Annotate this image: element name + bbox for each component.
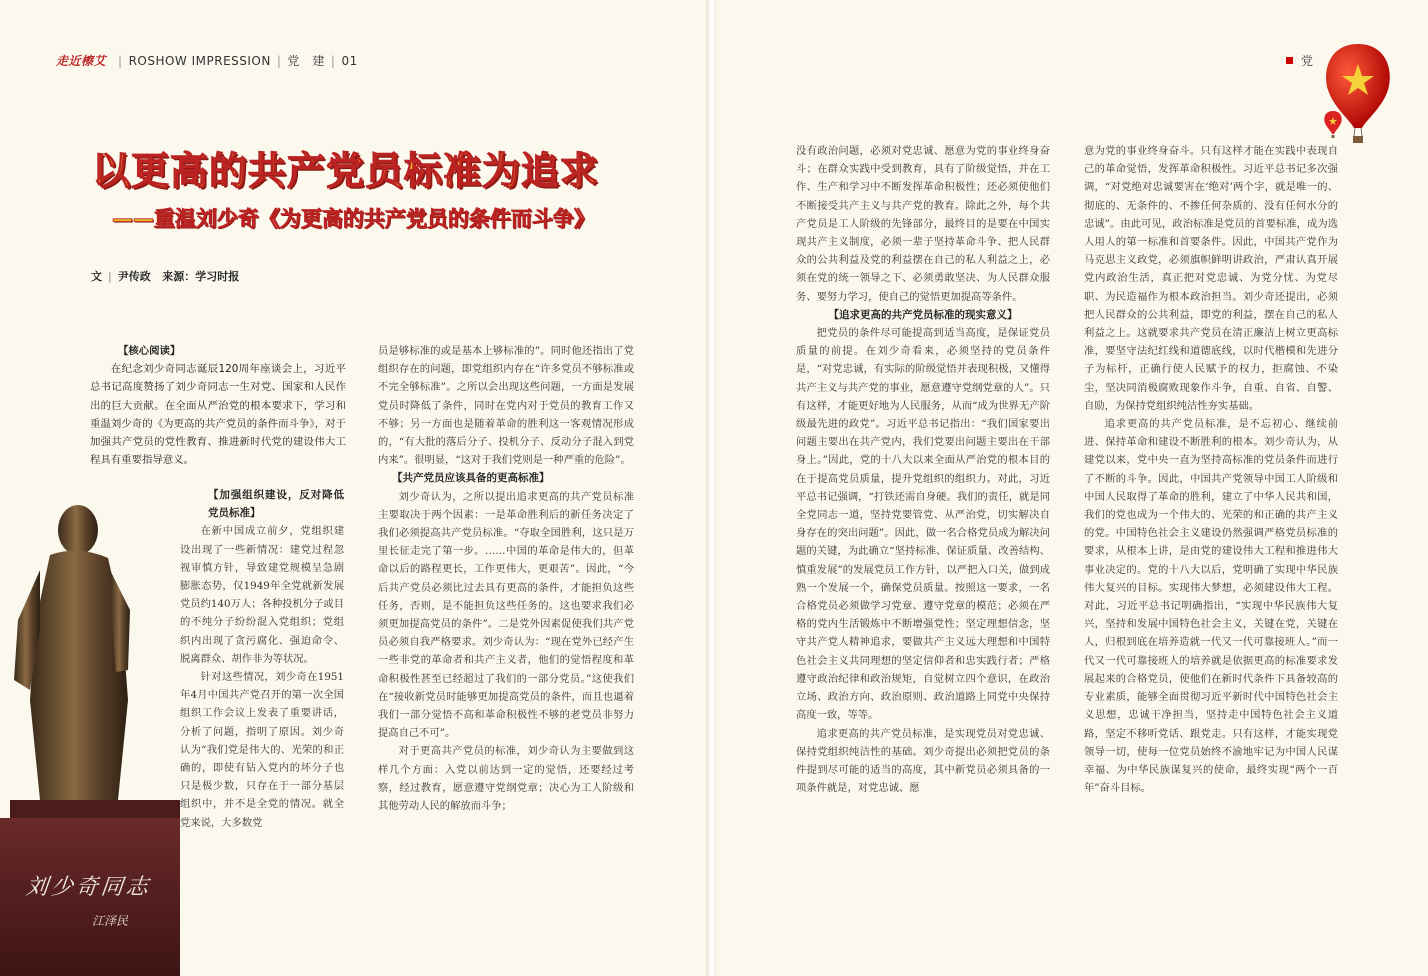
plinth-signature: 江泽民 bbox=[92, 914, 129, 928]
brand-name: ROSHOW IMPRESSION bbox=[128, 53, 271, 68]
page-header-right bbox=[1286, 52, 1313, 69]
header-divider: | bbox=[330, 53, 336, 68]
section-marker-icon bbox=[1286, 57, 1293, 64]
text-column-4 bbox=[1084, 142, 1338, 797]
text-column-2 bbox=[378, 342, 634, 815]
magazine-logo: 走近檫艾 bbox=[56, 54, 107, 68]
section-name: 党 建 bbox=[287, 54, 325, 68]
header-divider: | bbox=[276, 53, 282, 68]
paragraph: 员是够标准的或是基本上够标准的”。同时他还指出了党组织存在的问题，即党组织内存在“许多党员不够标准或不完全够标准”。之所以会出现这些问题，一方面是发展党员时降低了条件，同时在党内对于党员的教育工作又不够；另一方面也是随着革命的胜利这一客观情况形成的，“有大批的落后分子、投机分子、反动分子混入到党内来”。很明显，“这对于我们党则是一种严重的危险”。 bbox=[378, 345, 634, 467]
section-name-right: 党 bbox=[1301, 54, 1314, 68]
paragraph: 对于更高共产党员的标准，刘少奇认为主要做到这样几个方面：入党以前达到一定的觉悟，还要经过考察，经过教育，愿意遵守党纲党章；决心为工人阶级和其他劳动人民的解放而斗争； bbox=[378, 745, 634, 813]
small-balloon-icon bbox=[1322, 110, 1344, 140]
article-subtitle: ——重温刘少奇《为更高的共产党员的条件而斗争》 bbox=[112, 207, 595, 231]
paragraph: 在新中国成立前夕，党组织建设出现了一些新情况：建党过程忽视审慎方针，导致建党规模呈急剧膨胀态势，仅1949年全党就新发展党员约140万人；各种投机分子或目的不纯分子纷纷混入党组织；党组织内出现了贪污腐化、强迫命令、脱离群众、胡作非为等状况。 bbox=[180, 525, 344, 665]
paragraph: 把党员的条件尽可能提高到适当高度，是保证党员质量的前提。在刘少奇看来，必须坚持的党员条件是，“对党忠诚，有实际的阶级觉悟并表现积极，又懂得共产主义与共产党的事业，愿意遵守党纲党章的人”。只有这样，才能更好地为人民服务，从而“成为世界无产阶级最先进的政党”。习近平总书记指出：“我们国家要出问题主要出在共产党内，我们党要出问题主要出在干部身上。”因此，党的十八大以来全面从严治党的根本目的在于提高党员质量，提升党组织的组织力。对此，习近平总书记强调，“打铁还需自身硬。我们的责任，就是同全党同志一道，坚持党要管党、从严治党，切实解决自身存在的突出问题”。因此，做一名合格党员成为解决问题的关键，为此确立“坚持标准、保证质量、改善结构、慎重发展”的发展党员工作方针，以严把入口关，做到成熟一个发展一个，确保党员质量。按照这一要求，一名合格党员必须做学习党章、遵守党章的模范；必须在严格的党内生活锻炼中不断增强党性；坚定理想信念，坚守共产党人精神追求，要做共产主义远大理想和中国特色社会主义共同理想的坚定信仰者和忠实践行者；严格遵守政治纪律和政治规矩，自觉树立四个意识，在政治立场、政治方向、政治原则、政治道路上同党中央保持高度一致，等等。 bbox=[796, 327, 1050, 722]
statue-image bbox=[0, 500, 180, 976]
core-reading-text: 在纪念刘少奇同志诞辰120周年座谈会上，习近平总书记高度赞扬了刘少奇同志一生对党、国家和人民作出的巨大贡献。在全面从严治党的根本要求下，学习和重温刘少奇的《为更高的共产党员的条件而斗争》，对于加强共产党员的党性教育、推进新时代党的建设伟大工程具有重要指导意义。 bbox=[90, 363, 346, 467]
section-heading: 【共产党员应该具备的更高标准】 bbox=[392, 472, 550, 485]
plinth-inscription: 刘少奇同志 bbox=[24, 875, 153, 900]
core-reading-heading: 【核心阅读】 bbox=[118, 345, 181, 357]
section-heading: 【加强组织建设，反对降低党员标准】 bbox=[208, 489, 344, 520]
left-page bbox=[0, 0, 708, 976]
paragraph: 追求更高的共产党员标准，是不忘初心、继续前进、保持革命和建设不断胜利的根本。刘少奇认为，从建党以来，党中央一直为坚持高标准的党员条件而进行了不断的斗争。因此，中国共产党领导中国工人阶级和中国人民取得了革命的胜利，建立了中华人民共和国，我们的党也成为一个伟大的、光荣的和正确的共产主义的党。中国特色社会主义建设仍然强调严格党员标准的要求，从根本上讲，是由党的建设伟大工程和推进伟大事业决定的。党的十八大以后，党明确了实现中华民族伟大复兴的目标。实现伟大梦想，必须建设伟大工程。对此，习近平总书记明确指出，“实现中华民族伟大复兴，坚持和发展中国特色社会主义，关键在党，关键在人，归根到底在培养造就一代又一代可靠接班人。”而一代又一代可靠接班人的培养就是依据更高的标准要求发展起来的合格党员，使他们在新时代条件下具备较高的专业素质，能够全面贯彻习近平新时代中国特色社会主义思想，忠诚干净担当，坚持走中国特色社会主义道路，坚定不移听党话、跟党走。只有这样，才能实现党领导一切，使每一位党员始终不渝地牢记为中国人民谋幸福、为中华民族谋复兴的使命，最终实现“两个一百年”奋斗目标。 bbox=[1084, 418, 1338, 795]
section-heading: 【追求更高的共产党员标准的现实意义】 bbox=[828, 308, 1018, 321]
paragraph: 追求更高的共产党员标准，是实现党员对党忠诚、保持党组织纯洁性的基础。刘少奇提出必须把党员的条件提到尽可能的适当的高度，其中新党员必须具备的一项条件就是，对党忠诚、愿 bbox=[796, 727, 1050, 795]
text-column-1 bbox=[180, 486, 344, 832]
paragraph: 没有政治问题，必须对党忠诚、愿意为党的事业终身奋斗；在群众实践中受到教育，具有了阶级觉悟，并在工作、生产和学习中不断发挥革命积极性；还必须使他们不断接受共产主义与共产党的教育。除此之外，每个共产党员是工人阶级的先锋部分，最终目的是要在中国实现共产主义制度，必须一辈子坚持革命斗争、把人民群众的公共利益及党的利益摆在自己的私人利益之上，必须在党的统一领导之下、必须勇敢坚决、为人民群众服务、要努力学习，使自己的觉悟更加提高等条件。 bbox=[796, 145, 1050, 303]
paragraph: 意为党的事业终身奋斗。只有这样才能在实践中表现自己的革命觉悟，发挥革命积极性。习近平总书记多次强调，“对党绝对忠诚要害在‘绝对’两个字，就是唯一的、彻底的、无条件的、不掺任何杂质的、没有任何水分的忠诚”。由此可见，政治标准是党员的首要标准，成为选人用人的第一标准和首要条件。因此，中国共产党作为马克思主义政党，必须旗帜鲜明讲政治，严肃认真开展党内政治生活，真正把对党忠诚、为党分忧、为党尽职、为民造福作为根本政治担当。刘少奇还提出，必须把人民群众的公共利益，即党的利益，摆在自己的私人利益之上。这就要求共产党员在清正廉洁上树立更高标准，要坚守法纪红线和道德底线，以时代楷模和先进分子为标杆，正确行使人民赋予的权力，拒腐蚀、不染尘，坚决同消极腐败现象作斗争，自重、自省、自警、自励，为保持党组织纯洁性夯实基础。 bbox=[1084, 145, 1338, 412]
paragraph: 针对这些情况，刘少奇在1951年4月中国共产党召开的第一次全国组织工作会议上发表了重要讲话，分析了问题，指明了原因。刘少奇认为“我们党是伟大的、光荣的和正确的，即使有钻入党内的坏分子也只是极少数，只存在于一部分基层组织中，并不是全党的情况。就全党来说，大多数党 bbox=[180, 671, 344, 829]
author-name: 尹传政 bbox=[117, 270, 151, 283]
byline-prefix: 文 bbox=[91, 270, 102, 283]
source: 来源：学习时报 bbox=[162, 270, 240, 283]
page-number: 01 bbox=[341, 53, 358, 68]
page-header bbox=[56, 52, 358, 69]
text-column-3 bbox=[796, 142, 1050, 797]
core-reading bbox=[90, 342, 346, 469]
header-divider: | bbox=[118, 53, 123, 68]
article-title: 以更高的共产党员标准为追求 bbox=[92, 149, 600, 193]
paragraph: 刘少奇认为，之所以提出追求更高的共产党员标准主要取决于两个因素：一是革命胜利后的新任务决定了我们必须提高共产党员标准。“夺取全国胜利，这只是万里长征走完了第一步。……中国的革命是伟大的，但革命以后的路程更长，工作更伟大，更艰苦”。因此，“今后共产党员必须比过去具有更高的条件，才能担负这些任务，否则，是不能担负这些任务的。这也要求我们必须更加提高党员的条件”。二是党外因素促使我们共产党员必须自我严格要求。刘少奇认为：“现在党外已经产生一些非党的革命者和共产主义者，他们的觉悟程度和革命积极性甚至已经超过了我们的一部分党员。”这使我们在“接收新党员时能够更加提高党员的条件，而且也逼着我们一部分觉悟不高和革命积极性不够的老党员非努力提高自己不可”。 bbox=[378, 490, 634, 740]
byline: 文 | 尹传政 来源：学习时报 bbox=[91, 270, 240, 283]
